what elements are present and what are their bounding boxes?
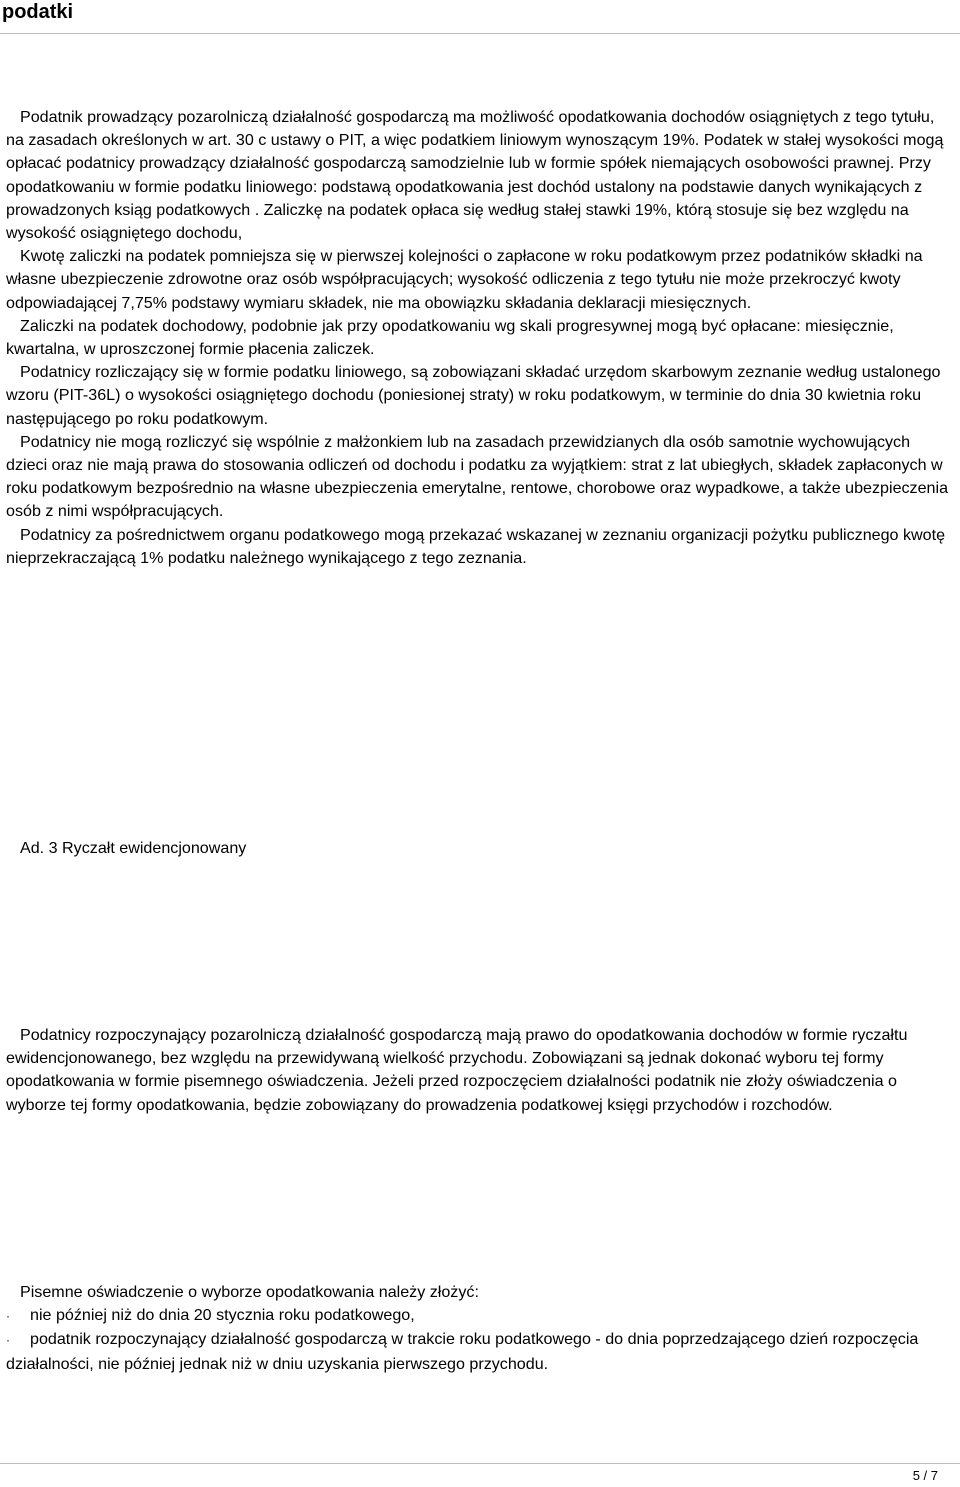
list-item xyxy=(6,1304,954,1328)
list-item-text: podatnik rozpoczynający działalność gospodarczą w trakcie roku podatkowego - do dnia poprzedzającego dzień rozpoczęcia działalności, nie później jednak niż w dniu uzyskania pierwszego przychodu. xyxy=(6,1330,919,1373)
section-liniowy xyxy=(6,106,954,570)
paragraph: Podatnicy nie mogą rozliczyć się wspólnie z małżonkiem lub na zasadach przewidzianych dla osób samotnie wychowujących dzieci oraz nie mają prawa do stosowania odliczeń od dochodu i podatku za wyjątkiem: strat z lat ubiegłych, składek zapłaconych w roku podatkowym bezpośrednio na własne ubezpieczenia emerytalne, rentowe, chorobowe oraz wypadkowe, a także ubezpieczenia osób z nimi współpracujących. xyxy=(6,432,949,521)
paragraph: Kwotę zaliczki na podatek pomniejsza się w pierwszej kolejności o zapłacone w roku podatkowym przez podatników składki na własne ubezpieczenie zdrowotne oraz osób współpracujących; wysokość odliczenia z tego tytułu nie może przekroczyć kwoty odpowiadającej 7,75% podstawy wymiaru składek, nie ma obowiązku składania deklaracji miesięcznych. xyxy=(6,247,923,312)
section-oswiadczenie xyxy=(6,1281,954,1376)
page-number: 5 / 7 xyxy=(912,1468,938,1483)
page-title: podatki xyxy=(2,1,74,23)
list-intro: Pisemne oświadczenie o wyborze opodatkowania należy złożyć: xyxy=(20,1283,479,1301)
bullet-icon: · xyxy=(6,1333,10,1348)
footer-divider xyxy=(0,1463,960,1464)
header-divider xyxy=(0,33,960,34)
paragraph: Podatnik prowadzący pozarolniczą działalność gospodarczą ma możliwość opodatkowania dochodów osiągniętych z tego tytułu, na zasadach określonych w art. 30 c ustawy o PIT, a więc podatkiem liniowym wynoszącym 19%. Podatek w stałej wysokości mogą opłacać podatnicy prowadzący działalność gospodarczą samodzielnie lub w formie spółek niemających osobowości prawnej. Przy opodatkowaniu w formie podatku liniowego: podstawą opodatkowania jest dochód ustalony na podstawie danych wynikających z prowadzonych ksiąg podatkowych . Zaliczkę na podatek opłaca się według stałej stawki 19%, którą stosuje się bez względu na wysokość osiągniętego dochodu, xyxy=(6,108,944,243)
paragraph: Zaliczki na podatek dochodowy, podobnie jak przy opodatkowaniu wg skali progresywnej mogą być opłacane: miesięcznie, kwartalna, w uproszczonej formie płacenia zaliczek. xyxy=(6,316,894,359)
paragraph: Podatnicy rozpoczynający pozarolniczą działalność gospodarczą mają prawo do opodatkowania dochodów w formie ryczałtu ewidencjonowanego, bez względu na przewidywaną wielkość przychodu. Zobowiązani są jednak dokonać wyboru tej formy opodatkowania w formie pisemnego oświadczenia. Jeżeli przed rozpoczęciem działalności podatnik nie złoży oświadczenia o wyborze tej formy opodatkowania, będzie zobowiązany do prowadzenia podatkowej księgi przychodów i rozchodów. xyxy=(6,1026,908,1114)
bullet-icon: · xyxy=(6,1309,10,1324)
paragraph: Podatnicy rozliczający się w formie podatku liniowego, są zobowiązani składać urzędom skarbowym zeznanie według ustalonego wzoru (PIT-36L) o wysokości osiągniętego dochodu (poniesionej straty) w roku podatkowym, w terminie do dnia 30 kwietnia roku następującego po roku podatkowym. xyxy=(6,363,941,428)
section-heading: Ad. 3 Ryczałt ewidencjonowany xyxy=(20,839,247,857)
section-ryczalt xyxy=(6,1024,954,1117)
list-item-text: nie później niż do dnia 20 stycznia roku podatkowego, xyxy=(30,1306,415,1325)
paragraph: Podatnicy za pośrednictwem organu podatkowego mogą przekazać wskazanej w zeznaniu organizacji pożytku publicznego kwotę nieprzekraczającą 1% podatku należnego wynikającego z tego zeznania. xyxy=(6,525,946,567)
list-item xyxy=(6,1328,954,1375)
